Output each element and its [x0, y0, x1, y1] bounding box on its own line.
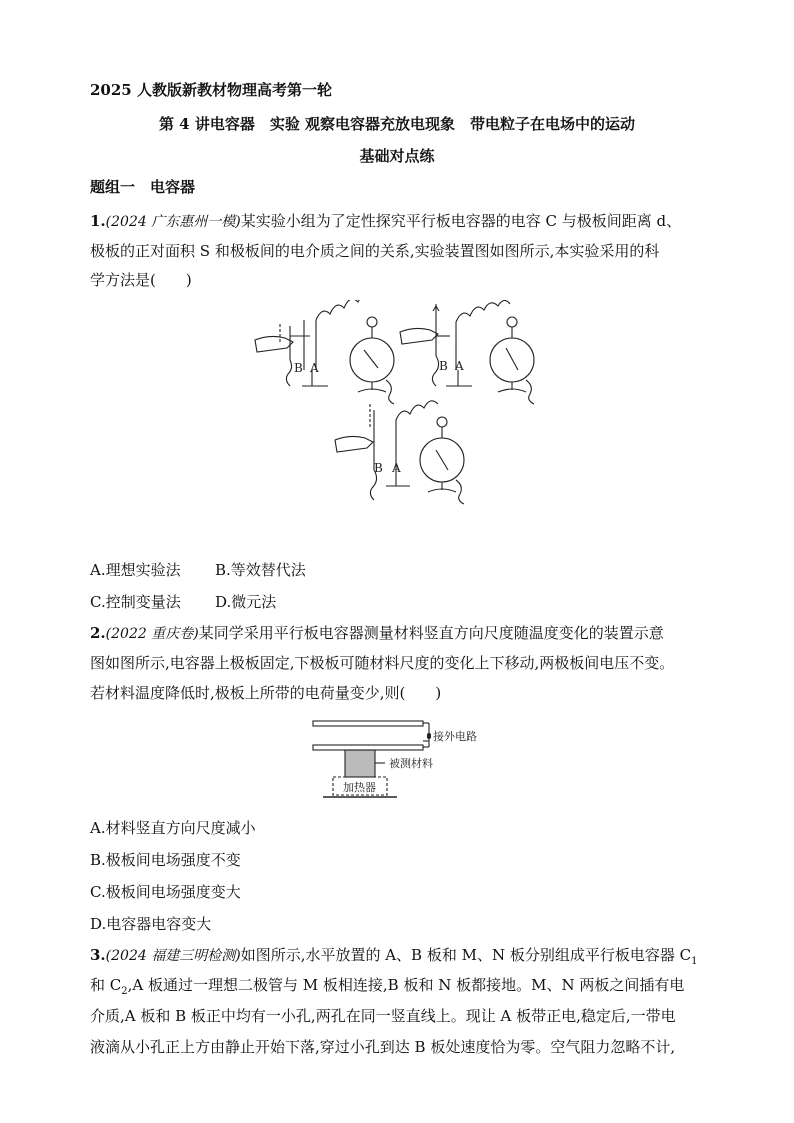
hand-icon: [255, 336, 293, 352]
q3-number: 3.: [90, 946, 106, 964]
fig1-label-a: A: [310, 361, 319, 375]
section-title: 基础对点练: [359, 147, 435, 165]
q1-figure: [250, 300, 550, 510]
q1-option-a: A.理想实验法: [90, 561, 181, 579]
q2-option-c: C.极板间电场强度变大: [90, 883, 241, 901]
svg-text:A: A: [392, 461, 401, 475]
fig2-label-circuit: 接外电路: [433, 730, 477, 743]
q2-number: 2.: [90, 624, 106, 642]
q3-line1: 3.(2024 福建三明检测)如图所示,水平放置的 A、B 板和 M、N 板分别组成平行板电容器 $C_1$: [90, 946, 698, 967]
q3-source: (2024 福建三明检测): [105, 948, 241, 964]
q1-option-b: B.等效替代法: [215, 561, 306, 579]
q2-source: (2022 重庆卷): [105, 626, 199, 642]
q2-line1: 2.(2022 重庆卷)某同学采用平行板电容器测量材料竖直方向尺度随温度变化的装置示意: [90, 624, 664, 642]
q2-figure: [305, 715, 505, 810]
q3-line4: 液滴从小孔正上方由静止开始下落,穿过小孔到达 B 板处速度恰为零。空气阻力忽略不计,: [90, 1038, 676, 1056]
q1-line3: 学方法是( ): [90, 271, 192, 289]
svg-text:B: B: [439, 359, 448, 373]
svg-text:A: A: [455, 359, 464, 373]
fig2-label-material: 被测材料: [389, 757, 433, 770]
q1-option-c: C.控制变量法: [90, 593, 181, 611]
material-block: [345, 750, 375, 777]
q1-source: (2024 广东惠州一模): [105, 214, 241, 230]
q1-line2: 极板的正对面积 S 和极板间的电介质之间的关系,实验装置图如图所示,本实验采用的科: [90, 242, 660, 260]
lecture-title: 第 4 讲电容器 实验 观察电容器充放电现象 带电粒子在电场中的运动: [158, 115, 636, 133]
group-title: 题组一 电容器: [90, 178, 196, 196]
fig2-label-heater: 加热器: [343, 781, 376, 794]
q3-line3: 介质,A 板和 B 板正中均有一小孔,两孔在同一竖直线上。现让 A 板带正电,稳定后,一带电: [90, 1007, 676, 1025]
fig1-label-b: B: [294, 361, 303, 375]
q1-number: 1.: [90, 212, 106, 230]
q2-line3: 若材料温度降低时,极板上所带的电荷量变少,则( ): [90, 684, 442, 702]
q2-option-a: A.材料竖直方向尺度减小: [90, 819, 256, 837]
q2-option-b: B.极板间电场强度不变: [90, 851, 241, 869]
lower-plate: [313, 745, 423, 750]
series-title: 2025 人教版新教材物理高考第一轮: [90, 81, 332, 99]
svg-text:B: B: [374, 461, 383, 475]
q3-line2: 和 $C_2,A$ 板通过一理想二极管与 M 板相连接,B 板和 N 板都接地。M、N 两板之间插有电: [90, 976, 685, 997]
q2-option-d: D.电容器电容变大: [90, 915, 212, 933]
q2-line2: 图如图所示,电容器上极板固定,下极板可随材料尺度的变化上下移动,两极板间电压不变。: [90, 654, 675, 672]
q1-option-d: D.微元法: [215, 593, 277, 611]
q1-line1: 1.(2024 广东惠州一模)某实验小组为了定性探究平行板电容器的电容 C 与极板间距离 d、: [90, 212, 682, 230]
upper-plate: [313, 721, 423, 726]
